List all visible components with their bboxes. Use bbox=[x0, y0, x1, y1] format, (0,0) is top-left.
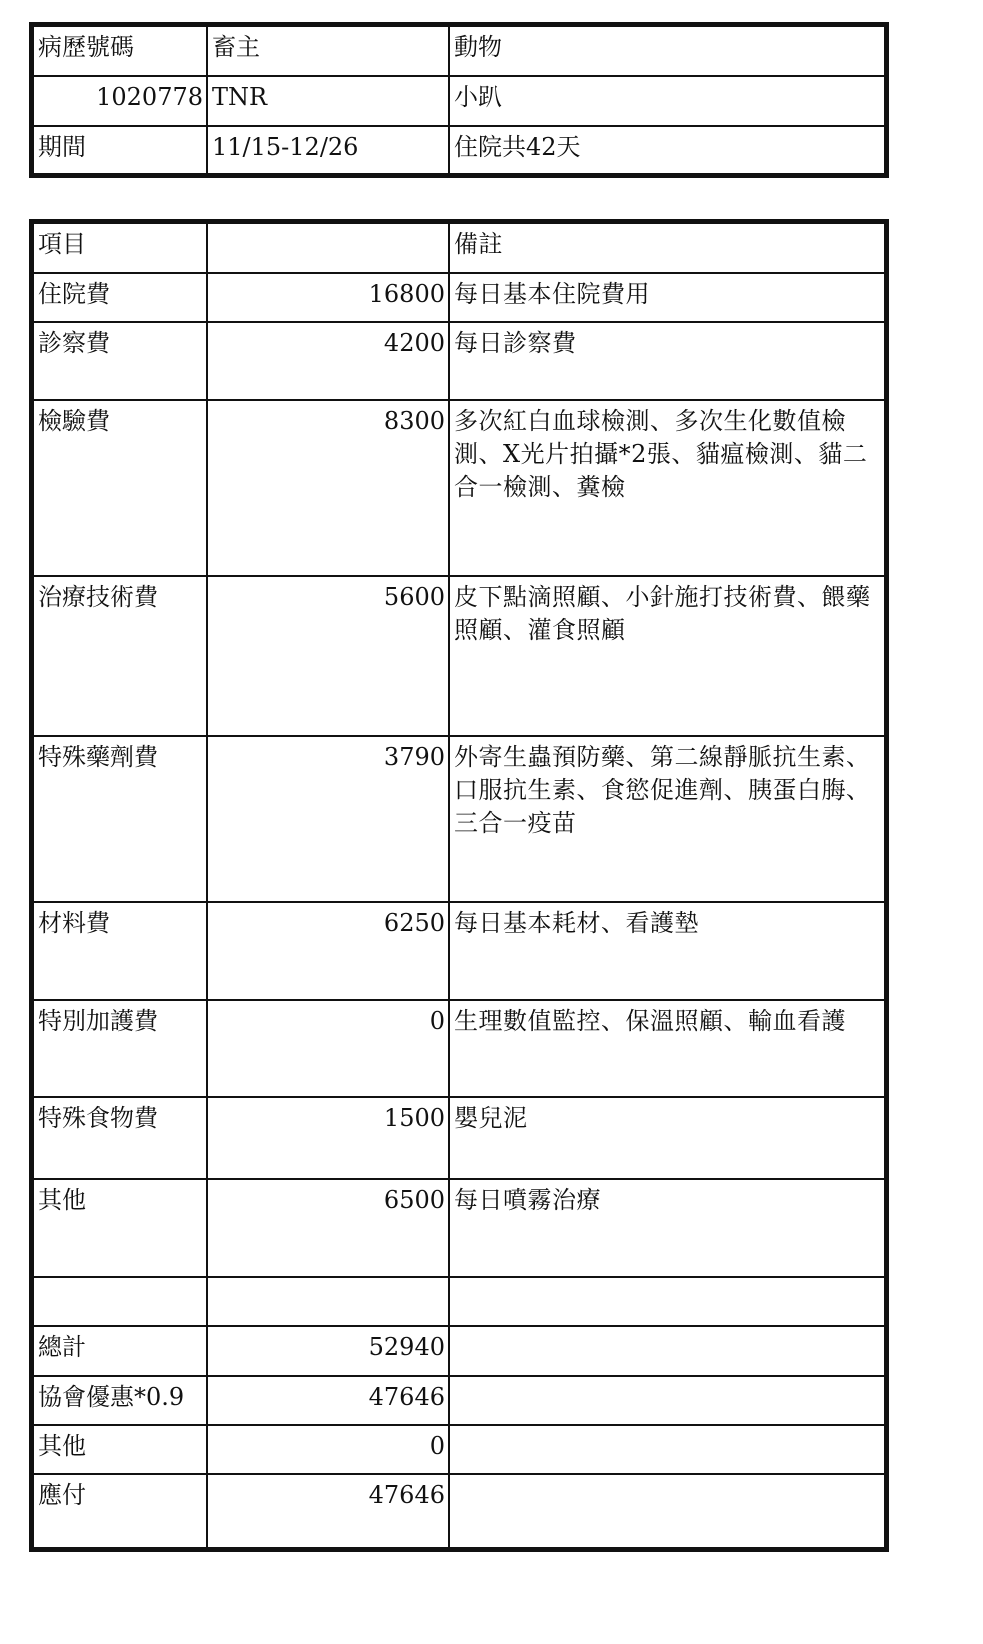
period-value: 11/15-12/26 bbox=[207, 126, 449, 174]
column-header-amount bbox=[207, 223, 449, 273]
row-item: 檢驗費 bbox=[33, 400, 207, 576]
total-amount: 52940 bbox=[207, 1326, 449, 1376]
row-note: 每日噴霧治療 bbox=[449, 1179, 885, 1277]
owner-label: 畜主 bbox=[207, 26, 449, 76]
row-item: 住院費 bbox=[33, 273, 207, 322]
row-amount: 8300 bbox=[207, 400, 449, 576]
column-header-item: 項目 bbox=[33, 223, 207, 273]
row-note: 每日基本住院費用 bbox=[449, 273, 885, 322]
row-amount: 5600 bbox=[207, 576, 449, 736]
record-number-value: 1020778 bbox=[33, 76, 207, 126]
row-item: 其他 bbox=[33, 1179, 207, 1277]
billing-row bbox=[33, 1179, 885, 1277]
row-item: 特殊藥劑費 bbox=[33, 736, 207, 902]
billing-row bbox=[33, 902, 885, 1000]
billing-row-empty bbox=[33, 1277, 885, 1326]
period-label: 期間 bbox=[33, 126, 207, 174]
amount-due-label: 應付 bbox=[33, 1474, 207, 1548]
record-number-label: 病歷號碼 bbox=[33, 26, 207, 76]
row-item: 治療技術費 bbox=[33, 576, 207, 736]
info-header-row bbox=[33, 26, 885, 76]
row-item: 材料費 bbox=[33, 902, 207, 1000]
total-row bbox=[33, 1326, 885, 1376]
row-note: 多次紅白血球檢測、多次生化數值檢測、X光片拍攝*2張、貓瘟檢測、貓二合一檢測、糞檢 bbox=[449, 400, 885, 576]
row-item bbox=[33, 1277, 207, 1326]
row-note bbox=[449, 1425, 885, 1474]
discount-label: 協會優惠*0.9 bbox=[33, 1376, 207, 1425]
row-note bbox=[449, 1277, 885, 1326]
billing-row bbox=[33, 1000, 885, 1097]
animal-value: 小趴 bbox=[449, 76, 885, 126]
discount-amount: 47646 bbox=[207, 1376, 449, 1425]
row-amount: 6250 bbox=[207, 902, 449, 1000]
row-note bbox=[449, 1326, 885, 1376]
row-item: 診察費 bbox=[33, 322, 207, 400]
row-note: 生理數值監控、保溫照顧、輸血看護 bbox=[449, 1000, 885, 1097]
column-header-note: 備註 bbox=[449, 223, 885, 273]
amount-due-value: 47646 bbox=[207, 1474, 449, 1548]
row-amount: 16800 bbox=[207, 273, 449, 322]
animal-label: 動物 bbox=[449, 26, 885, 76]
other-adjustment-amount: 0 bbox=[207, 1425, 449, 1474]
billing-row bbox=[33, 322, 885, 400]
row-note: 皮下點滴照顧、小針施打技術費、餵藥照顧、灌食照顧 bbox=[449, 576, 885, 736]
billing-row bbox=[33, 1097, 885, 1179]
total-label: 總計 bbox=[33, 1326, 207, 1376]
billing-row bbox=[33, 736, 885, 902]
other-adjustment-label: 其他 bbox=[33, 1425, 207, 1474]
row-item: 特殊食物費 bbox=[33, 1097, 207, 1179]
row-note bbox=[449, 1376, 885, 1425]
row-amount: 6500 bbox=[207, 1179, 449, 1277]
row-note: 外寄生蟲預防藥、第二線靜脈抗生素、口服抗生素、食慾促進劑、胰蛋白脢、三合一疫苗 bbox=[449, 736, 885, 902]
row-amount: 0 bbox=[207, 1000, 449, 1097]
info-period-row bbox=[33, 126, 885, 174]
row-amount bbox=[207, 1277, 449, 1326]
info-value-row bbox=[33, 76, 885, 126]
billing-row bbox=[33, 273, 885, 322]
owner-value: TNR bbox=[207, 76, 449, 126]
discount-row bbox=[33, 1376, 885, 1425]
row-amount: 1500 bbox=[207, 1097, 449, 1179]
billing-table bbox=[32, 222, 886, 1549]
row-amount: 4200 bbox=[207, 322, 449, 400]
row-item: 特別加護費 bbox=[33, 1000, 207, 1097]
row-note: 每日診察費 bbox=[449, 322, 885, 400]
row-note: 嬰兒泥 bbox=[449, 1097, 885, 1179]
row-note bbox=[449, 1474, 885, 1548]
stay-duration: 住院共42天 bbox=[449, 126, 885, 174]
patient-info-table bbox=[32, 25, 886, 175]
billing-row bbox=[33, 576, 885, 736]
row-amount: 3790 bbox=[207, 736, 449, 902]
row-note: 每日基本耗材、看護墊 bbox=[449, 902, 885, 1000]
other-adjustment-row bbox=[33, 1425, 885, 1474]
amount-due-row bbox=[33, 1474, 885, 1548]
billing-header-row bbox=[33, 223, 885, 273]
billing-row bbox=[33, 400, 885, 576]
